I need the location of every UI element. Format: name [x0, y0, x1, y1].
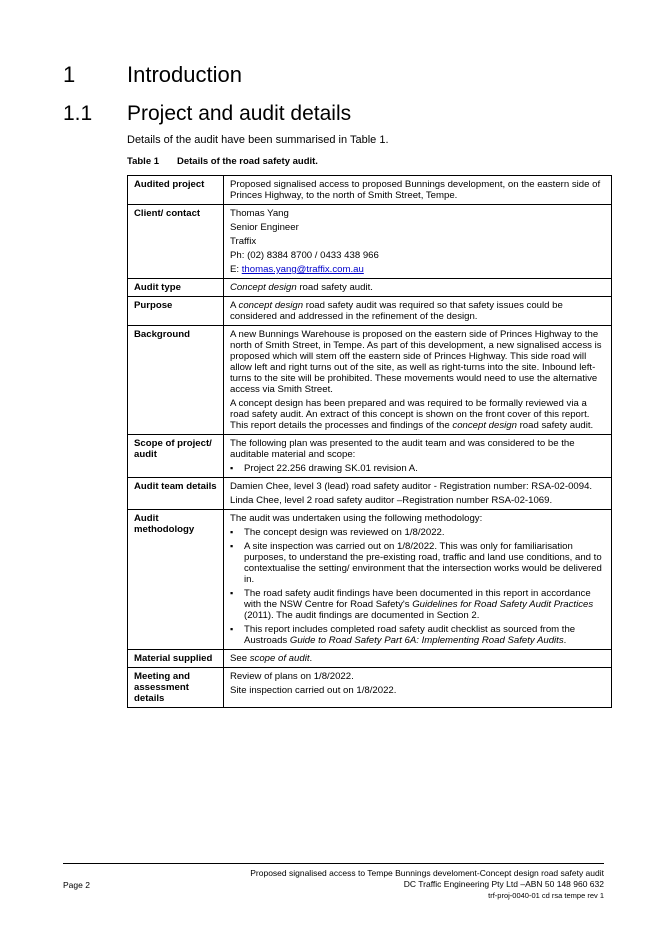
table-row [128, 279, 612, 297]
email-prefix: E: [230, 264, 242, 275]
footer-info [250, 868, 604, 901]
table-row [128, 297, 612, 326]
footer-reference: trf-proj-0040-01 cd rsa tempe rev 1 [488, 891, 604, 900]
intro-text: Details of the audit have been summarised in Table 1. [127, 134, 389, 146]
team-member: Damien Chee, level 3 (lead) road safety auditor - Registration number: RSA-02-0094. [230, 481, 593, 492]
client-company: Traffix [230, 236, 257, 247]
list-item: ▪ A site inspection was carried out on 1/8/2022. This was only for familiarisation purposes, to understand the pre-existing road, traffic and land use conditions, and to contextualise the setting/ environment that the intersection works would be delivered in. [230, 541, 605, 585]
italic-text: Concept design [230, 282, 297, 293]
row-key: Meeting and assessment details [128, 668, 224, 708]
team-member: Linda Chee, level 2 road safety auditor –Registration number RSA-02-1069. [230, 495, 553, 506]
heading-number: 1 [63, 62, 76, 87]
background-paragraph [230, 398, 605, 431]
footer-divider [63, 863, 604, 864]
table-row [128, 650, 612, 668]
table-caption-title: Details of the road safety audit. [177, 156, 318, 167]
list-item: ▪ The concept design was reviewed on 1/8/2022. [230, 527, 605, 538]
table-caption-label: Table 1 [127, 156, 160, 167]
methodology-intro: The audit was undertaken using the following methodology: [230, 513, 483, 524]
subheading-number: 1.1 [63, 102, 93, 125]
list-item [230, 624, 605, 646]
footer-company: DC Traffic Engineering Pty Ltd –ABN 50 148 960 632 [403, 879, 604, 889]
text: See [230, 653, 250, 664]
heading-title: Introduction [127, 62, 242, 87]
italic-text: concept design [452, 420, 517, 431]
row-value [224, 435, 612, 478]
text: road safety audit was required so that safety issues could be considered and addressed in the refinement of the design. [230, 300, 563, 322]
row-value [224, 205, 612, 279]
row-key: Scope of project/ audit [128, 435, 224, 478]
text: road safety audit. [516, 420, 594, 431]
row-value [224, 279, 612, 297]
row-key: Audit type [128, 279, 224, 297]
table-row [128, 435, 612, 478]
row-value [224, 650, 612, 668]
subheading-title: Project and audit details [127, 102, 352, 125]
text: A concept design has been prepared and was required to be formally reviewed via a road safety audit. An extract of this concept is shown on the front cover of this report. This report details the processes and findings of the [230, 398, 590, 431]
italic-text: concept design [238, 300, 304, 311]
row-key: Audit team details [128, 478, 224, 510]
row-value: Proposed signalised access to proposed Bunnings development, on the eastern side of Princes Highway, to the north of Smith Street, Tempe. [224, 176, 612, 205]
text: . [309, 653, 313, 664]
italic-text: scope of audit [249, 653, 310, 664]
text: A [230, 300, 239, 311]
row-value [224, 510, 612, 650]
client-email-link[interactable]: thomas.yang@traffix.com.au [241, 264, 364, 275]
page-number: Page 2 [63, 880, 90, 890]
bullet-list [230, 463, 605, 474]
table-row [128, 478, 612, 510]
text: . [563, 635, 567, 646]
audit-details-table [127, 175, 612, 708]
footer-document-title: Proposed signalised access to Tempe Bunnings develoment-Concept design road safety audit [250, 868, 604, 878]
row-value [224, 297, 612, 326]
row-key: Material supplied [128, 650, 224, 668]
client-email-line [230, 264, 605, 275]
text: road safety audit. [296, 282, 373, 293]
row-key: Audit methodology [128, 510, 224, 650]
list-item [230, 588, 605, 621]
list-item: ▪ Project 22.256 drawing SK.01 revision A. [230, 463, 605, 474]
row-key: Purpose [128, 297, 224, 326]
text: (2011). The audit findings are documented in Section 2. [244, 610, 480, 621]
bullet-list [230, 527, 605, 646]
table-row [128, 510, 612, 650]
background-paragraph: A new Bunnings Warehouse is proposed on the eastern side of Princes Highway to the north of Smith Street, in Tempe. As part of this development, a new signalised access is proposed which will stem off the eastern side of Princes Highway. This side road will allow left and right turns out of the site, as well as right-turns into the site. Inbound left-turns to the site will be prohibited. These movements would need to use the alternative access via Smith Street. [230, 329, 602, 395]
italic-text: Guidelines for Road Safety Audit Practices [412, 599, 594, 610]
client-phone: Ph: (02) 8384 8700 / 0433 438 966 [230, 250, 379, 261]
client-role: Senior Engineer [230, 222, 299, 233]
scope-text: The following plan was presented to the audit team and was considered to be the auditable material and scope: [230, 438, 575, 460]
table-row [128, 176, 612, 205]
row-key: Client/ contact [128, 205, 224, 279]
italic-text: Guide to Road Safety Part 6A: Implementing Road Safety Audits [289, 635, 564, 646]
row-value [224, 668, 612, 708]
text: The road safety audit findings have been documented in this report in accordance with the NSW Centre for Road Safety's [244, 588, 591, 610]
text: This report includes completed road safety audit checklist as sourced from the Austroads [244, 624, 576, 646]
table-row [128, 205, 612, 279]
row-key: Audited project [128, 176, 224, 205]
table-row [128, 326, 612, 435]
row-value [224, 478, 612, 510]
meeting-line: Site inspection carried out on 1/8/2022. [230, 685, 397, 696]
row-key: Background [128, 326, 224, 435]
table-row [128, 668, 612, 708]
client-name: Thomas Yang [230, 208, 289, 219]
row-value [224, 326, 612, 435]
meeting-line: Review of plans on 1/8/2022. [230, 671, 354, 682]
